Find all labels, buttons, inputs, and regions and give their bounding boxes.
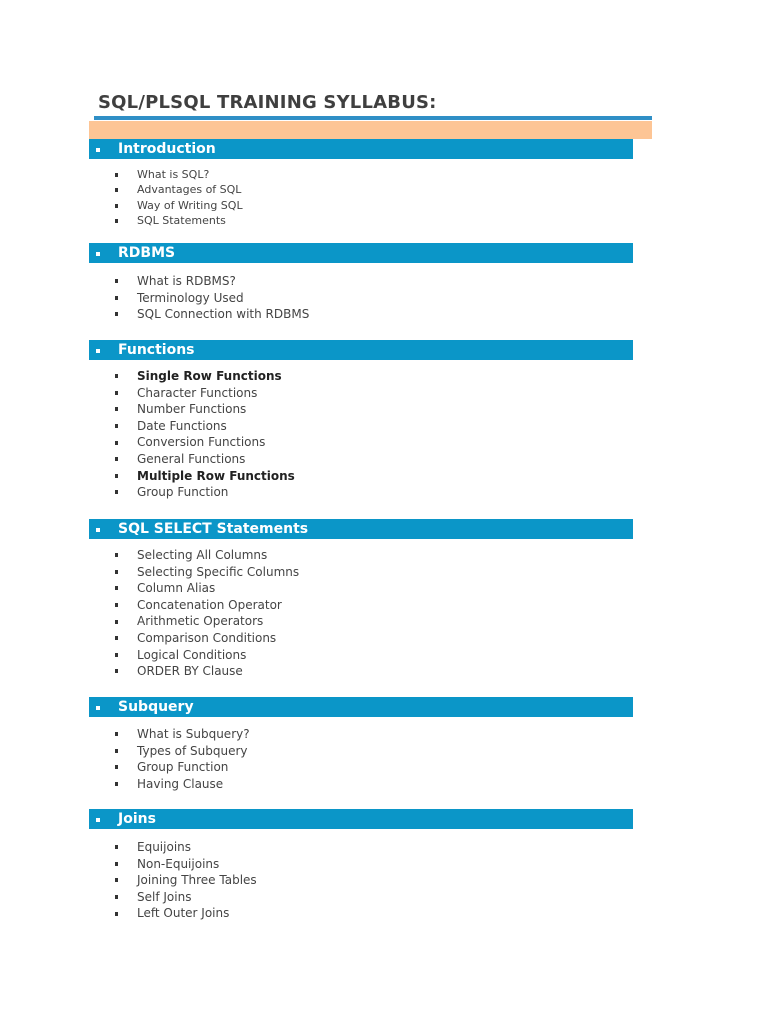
- square-bullet-icon: [115, 895, 118, 899]
- square-bullet-icon: [115, 188, 118, 192]
- section-list-rdbms: [114, 273, 309, 323]
- list-item: [114, 564, 299, 581]
- list-item: [114, 368, 295, 385]
- list-item-text: Types of Subquery: [137, 743, 248, 758]
- list-item: [114, 418, 295, 435]
- square-bullet-icon: [115, 732, 118, 736]
- list-item-text: Selecting All Columns: [137, 548, 268, 562]
- list-item-text: Joining Three Tables: [137, 873, 257, 888]
- square-bullet-icon: [115, 279, 118, 283]
- square-bullet-icon: [115, 782, 118, 786]
- section-list-joins: [114, 839, 257, 922]
- list-item-text: Concatenation Operator: [137, 597, 282, 612]
- list-item-text: Equijoins: [137, 840, 192, 854]
- section-header-introduction: [89, 139, 633, 159]
- list-item-text: Left Outer Joins: [137, 906, 230, 921]
- square-bullet-icon: [115, 219, 118, 223]
- list-item-text: Logical Conditions: [137, 647, 247, 662]
- section-heading: Introduction: [118, 141, 216, 157]
- list-item-text: Column Alias: [137, 581, 216, 596]
- list-item-text: SQL Connection with RDBMS: [137, 307, 310, 322]
- section-list-subquery: [114, 726, 250, 792]
- section-header-sql-select-statements: [89, 519, 633, 539]
- list-item: [114, 306, 309, 323]
- list-item: [114, 647, 299, 664]
- list-item-text: What is Subquery?: [137, 727, 250, 741]
- section-list-introduction: [114, 167, 243, 229]
- square-bullet-icon: [115, 391, 118, 395]
- list-item-text: What is RDBMS?: [137, 274, 236, 288]
- section-list-sql-select: [114, 547, 299, 680]
- section-header-rdbms: [89, 243, 633, 263]
- list-item-text: Advantages of SQL: [137, 183, 242, 197]
- list-item-text: What is SQL?: [137, 168, 210, 181]
- list-item: [114, 613, 299, 630]
- list-item-text: SQL Statements: [137, 214, 226, 228]
- square-bullet-icon: [115, 204, 118, 208]
- list-item-text: Arithmetic Operators: [137, 614, 264, 629]
- square-bullet-icon: [115, 424, 118, 428]
- list-item-text: Single Row Functions: [137, 369, 282, 383]
- square-bullet-icon: [96, 706, 100, 710]
- square-bullet-icon: [115, 636, 118, 640]
- square-bullet-icon: [115, 296, 118, 300]
- square-bullet-icon: [115, 586, 118, 590]
- square-bullet-icon: [115, 490, 118, 494]
- square-bullet-icon: [96, 148, 100, 152]
- square-bullet-icon: [115, 878, 118, 882]
- square-bullet-icon: [115, 553, 118, 557]
- section-header-joins: [89, 809, 633, 829]
- list-item-text: Comparison Conditions: [137, 630, 277, 645]
- list-item: [114, 401, 295, 418]
- list-item-text: Non-Equijoins: [137, 856, 220, 871]
- list-item: [114, 905, 257, 922]
- list-item: [114, 451, 295, 468]
- list-item: [114, 759, 250, 776]
- decorative-band: [89, 121, 652, 139]
- square-bullet-icon: [115, 749, 118, 753]
- list-item: [114, 889, 257, 906]
- section-heading: Subquery: [118, 699, 194, 715]
- square-bullet-icon: [115, 845, 118, 849]
- square-bullet-icon: [115, 374, 118, 378]
- list-item-text: Group Function: [137, 485, 229, 500]
- list-item: [114, 167, 243, 182]
- section-heading: RDBMS: [118, 245, 176, 261]
- list-item: [114, 198, 243, 213]
- list-item-text: Self Joins: [137, 889, 192, 904]
- list-item: [114, 434, 295, 451]
- list-item-text: General Functions: [137, 451, 246, 466]
- list-item: [114, 872, 257, 889]
- list-item: [114, 468, 295, 485]
- list-item: [114, 663, 299, 680]
- list-item-text: Character Functions: [137, 385, 258, 400]
- square-bullet-icon: [115, 912, 118, 916]
- list-item-text: Way of Writing SQL: [137, 198, 243, 212]
- list-item-text: ORDER BY Clause: [137, 664, 243, 679]
- list-item: [114, 290, 309, 307]
- list-item: [114, 213, 243, 228]
- list-item: [114, 547, 299, 564]
- list-item-text: Selecting Specific Columns: [137, 564, 300, 579]
- list-item: [114, 484, 295, 501]
- square-bullet-icon: [96, 528, 100, 532]
- list-item: [114, 385, 295, 402]
- square-bullet-icon: [96, 349, 100, 353]
- list-item: [114, 580, 299, 597]
- title-underline: [94, 116, 652, 120]
- square-bullet-icon: [115, 669, 118, 673]
- list-item-text: Multiple Row Functions: [137, 468, 295, 483]
- square-bullet-icon: [96, 252, 100, 256]
- square-bullet-icon: [115, 457, 118, 461]
- section-list-functions: [114, 368, 295, 501]
- section-heading: Functions: [118, 342, 195, 358]
- section-heading: SQL SELECT Statements: [118, 521, 309, 537]
- section-heading: Joins: [118, 811, 156, 827]
- list-item: [114, 273, 309, 290]
- square-bullet-icon: [115, 407, 118, 411]
- square-bullet-icon: [115, 173, 118, 177]
- square-bullet-icon: [115, 862, 118, 866]
- square-bullet-icon: [115, 312, 118, 316]
- list-item: [114, 856, 257, 873]
- section-header-subquery: [89, 697, 633, 717]
- list-item: [114, 597, 299, 614]
- list-item-text: Conversion Functions: [137, 435, 266, 450]
- list-item: [114, 776, 250, 793]
- square-bullet-icon: [115, 474, 118, 478]
- square-bullet-icon: [115, 620, 118, 624]
- list-item-text: Number Functions: [137, 402, 247, 417]
- page-title: SQL/PLSQL TRAINING SYLLABUS:: [98, 92, 437, 113]
- square-bullet-icon: [115, 765, 118, 769]
- list-item: [114, 630, 299, 647]
- list-item: [114, 182, 243, 197]
- square-bullet-icon: [115, 603, 118, 607]
- square-bullet-icon: [115, 570, 118, 574]
- square-bullet-icon: [115, 653, 118, 657]
- square-bullet-icon: [96, 818, 100, 822]
- list-item-text: Terminology Used: [137, 290, 244, 305]
- square-bullet-icon: [115, 441, 118, 445]
- list-item: [114, 743, 250, 760]
- section-header-functions: [89, 340, 633, 360]
- list-item-text: Date Functions: [137, 418, 227, 433]
- list-item: [114, 726, 250, 743]
- list-item: [114, 839, 257, 856]
- list-item-text: Group Function: [137, 760, 229, 775]
- list-item-text: Having Clause: [137, 776, 224, 791]
